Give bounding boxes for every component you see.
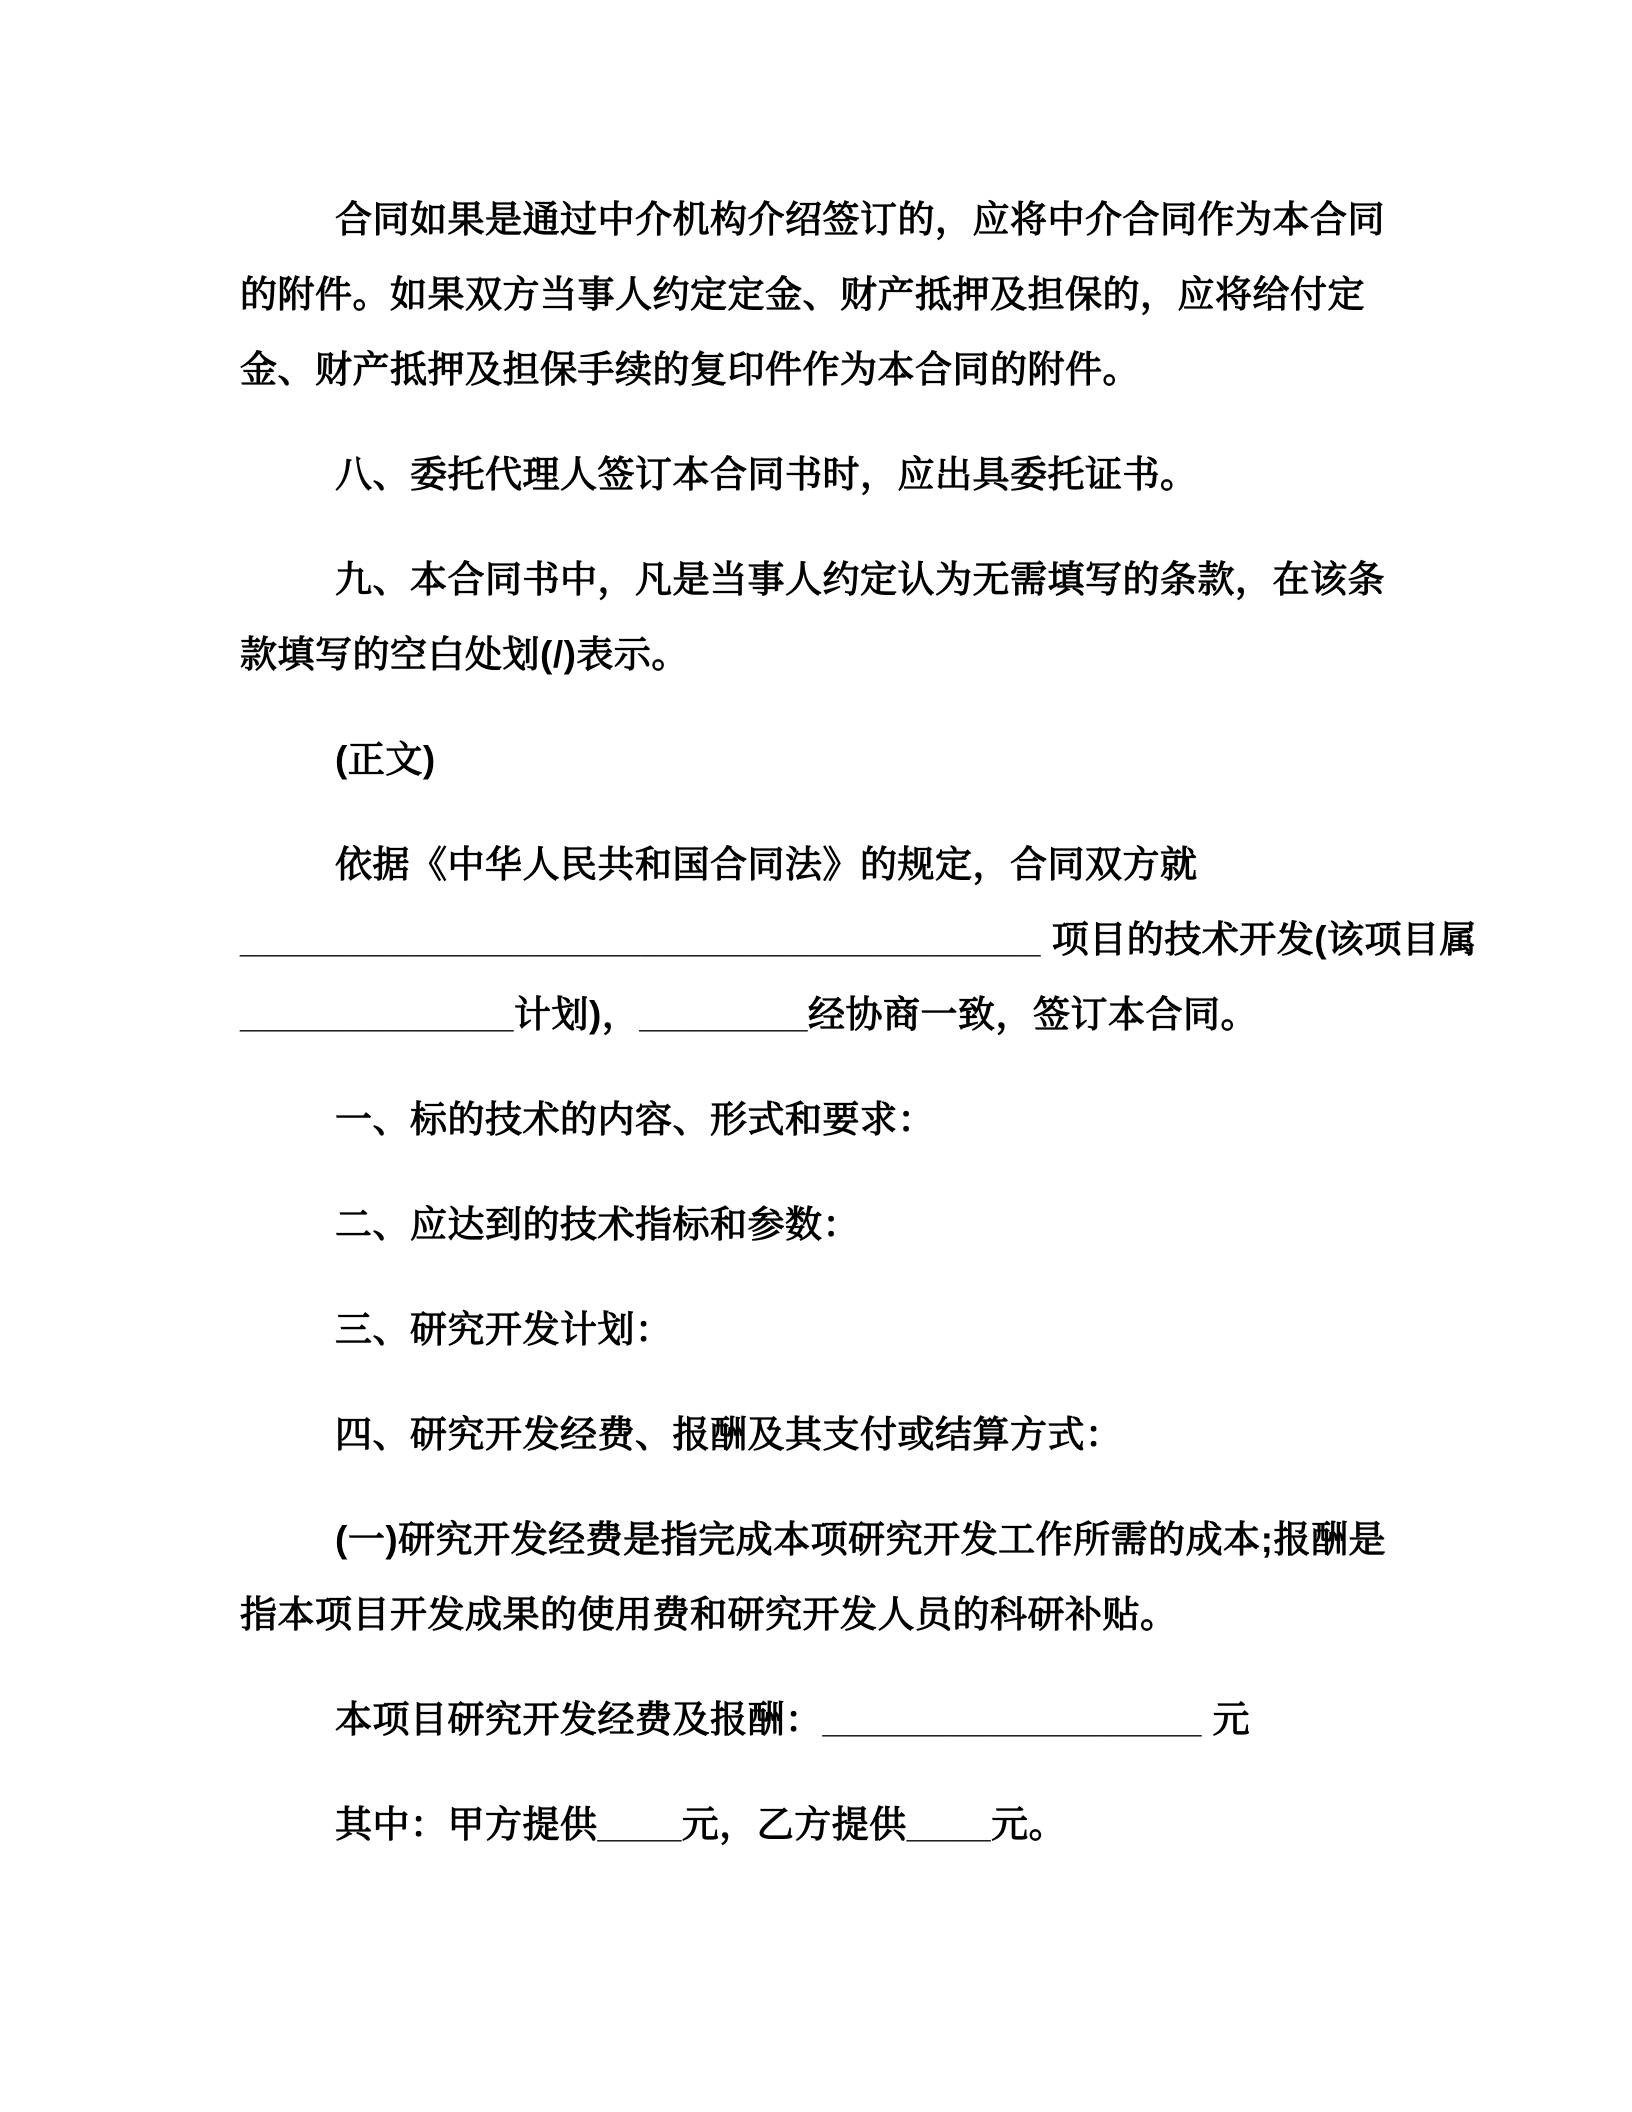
text-line: (正文)	[335, 739, 436, 780]
text-line-with-blank: ______________________________________ 项目的技术开发(该项目属	[240, 919, 1478, 960]
text-line: 一、标的技术的内容、形式和要求：	[335, 1099, 935, 1140]
text-line-with-blank: _____________计划)，________经协商一致，签订本合同。	[240, 994, 1258, 1035]
text-line: 款填写的空白处划(/)表示。	[240, 634, 689, 675]
contract-body-text	[240, 182, 1478, 1892]
para-project-funding-amount-blank	[240, 1682, 1415, 1757]
text-line: 金、财产抵押及担保手续的复印件作为本合同的附件。	[240, 349, 1140, 390]
text-line: 依据《中华人民共和国合同法》的规定，合同双方就	[335, 844, 1198, 885]
text-line: 二、应达到的技术指标和参数：	[335, 1204, 860, 1245]
para-legal-basis-and-project-blank	[240, 827, 1478, 1052]
para-clause-9-blank-marking	[240, 542, 1415, 692]
text-line: 三、研究开发计划：	[335, 1309, 673, 1350]
para-party-contribution-blanks	[240, 1787, 1415, 1862]
text-line-with-blank: 其中：甲方提供____元，乙方提供____元。	[335, 1804, 1067, 1845]
para-item-1-technical-content	[240, 1082, 1415, 1157]
para-item-2-technical-indicators	[240, 1187, 1415, 1262]
para-clause-8-agent-authorization	[240, 437, 1415, 512]
para-main-text-heading	[240, 722, 1415, 797]
para-intermediary-attachment-clause	[240, 182, 1415, 407]
para-item-3-rd-plan	[240, 1292, 1415, 1367]
text-line: 九、本合同书中，凡是当事人约定认为无需填写的条款，在该条	[335, 559, 1385, 600]
para-item-4-funding-and-payment	[240, 1397, 1415, 1472]
text-line: 八、委托代理人签订本合同书时，应出具委托证书。	[335, 454, 1198, 495]
text-line: 的附件。如果双方当事人约定定金、财产抵押及担保的，应将给付定	[240, 274, 1365, 315]
para-item-4-1-funding-definition	[240, 1502, 1415, 1652]
text-line: 合同如果是通过中介机构介绍签订的，应将中介合同作为本合同	[335, 199, 1385, 240]
text-line: 四、研究开发经费、报酬及其支付或结算方式：	[335, 1414, 1123, 1455]
text-line: (一)研究开发经费是指完成本项研究开发工作所需的成本;报酬是	[335, 1519, 1386, 1560]
text-line-with-blank: 本项目研究开发经费及报酬：__________________ 元	[335, 1699, 1251, 1740]
text-line: 指本项目开发成果的使用费和研究开发人员的科研补贴。	[240, 1594, 1178, 1635]
